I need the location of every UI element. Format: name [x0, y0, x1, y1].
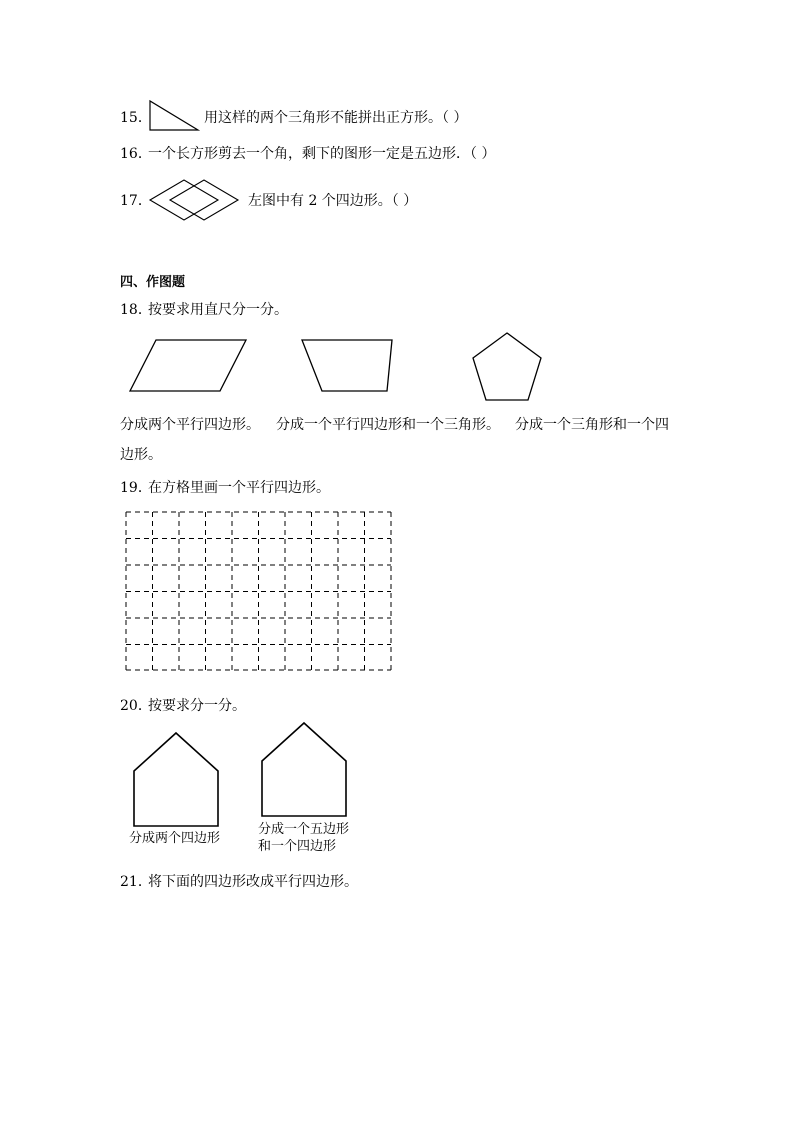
- q18-label-pentagon-cont: 边形。: [120, 447, 162, 463]
- q21-number: 21．: [120, 874, 152, 890]
- section-heading: 四、作图题: [120, 275, 186, 290]
- q19-text: 在方格里画一个平行四边形。: [148, 480, 330, 496]
- q16-number: 16．: [120, 146, 152, 162]
- q20-label-a: 分成两个四边形: [129, 831, 221, 846]
- q18-label-parallelogram: 分成两个平行四边形。: [120, 417, 260, 433]
- q15-text: 用这样的两个三角形不能拼出正方形。（ ）: [204, 110, 468, 126]
- q17-number: 17．: [120, 193, 152, 209]
- house-pentagon-figure-a: [132, 731, 221, 828]
- q18-number: 18．: [120, 302, 152, 318]
- trapezoid-figure: [300, 338, 396, 394]
- q15-number: 15．: [120, 110, 152, 126]
- q18-text: 按要求用直尺分一分。: [148, 302, 288, 318]
- q20-number: 20．: [120, 698, 152, 714]
- dashed-grid: [125, 511, 393, 672]
- q20-label-b-line2: 和一个四边形: [258, 839, 337, 854]
- q18-label-pentagon: 分成一个三角形和一个四: [515, 417, 669, 433]
- right-triangle-figure: [148, 99, 200, 132]
- q21-text: 将下面的四边形改成平行四边形。: [148, 874, 358, 890]
- house-pentagon-figure-b: [260, 721, 349, 818]
- q19-number: 19．: [120, 480, 152, 496]
- q20-text: 按要求分一分。: [148, 698, 246, 714]
- q20-label-b-line1: 分成一个五边形: [258, 822, 350, 837]
- overlapping-rhombi-figure: [148, 178, 240, 222]
- q16-text: 一个长方形剪去一个角，剩下的图形一定是五边形．（ ）: [148, 146, 496, 162]
- q18-label-trapezoid: 分成一个平行四边形和一个三角形。: [276, 417, 500, 433]
- pentagon-figure: [470, 331, 544, 403]
- q17-text: 左图中有 2 个四边形。（ ）: [248, 193, 418, 209]
- parallelogram-figure: [128, 338, 250, 394]
